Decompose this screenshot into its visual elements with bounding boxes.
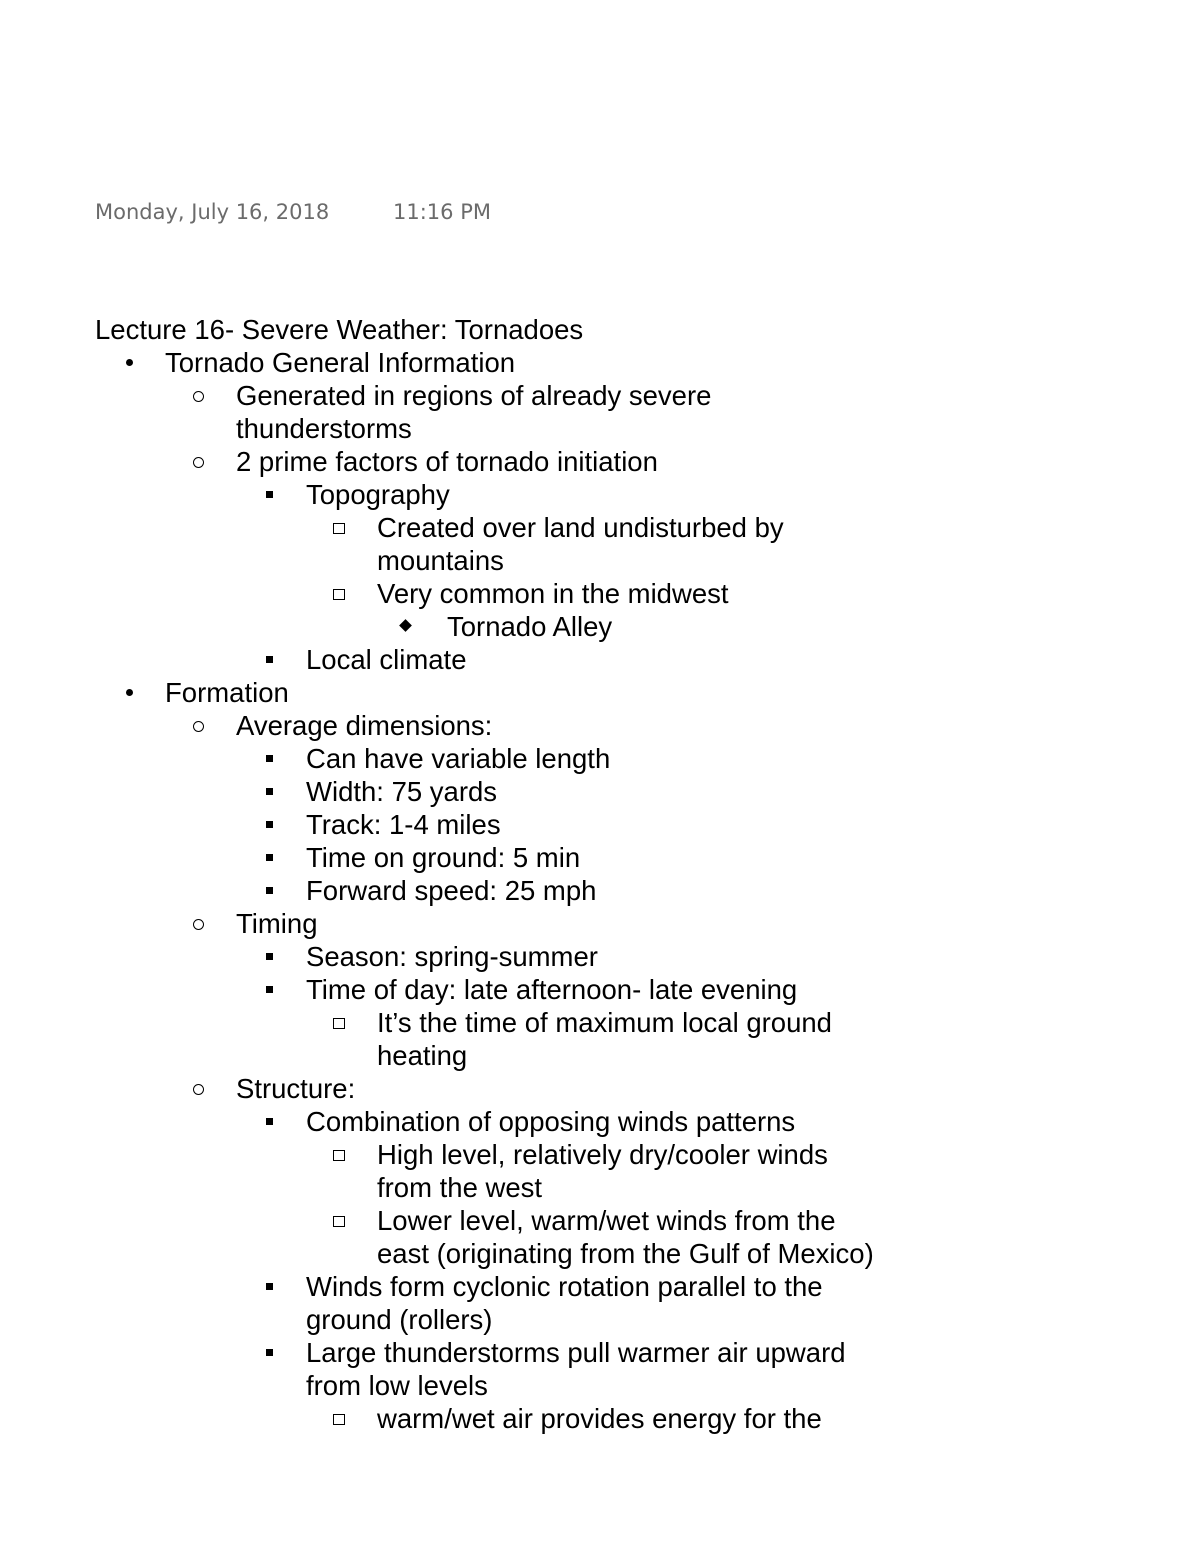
outline-item-text: warm/wet air provides energy for the [377, 1403, 822, 1434]
outline-item [0, 1138, 1200, 1204]
outline-item [0, 478, 1200, 511]
outline-item-text: mountains [377, 545, 504, 576]
outline-item-text: Formation [165, 677, 289, 708]
outline-item-text: Time on ground: 5 min [306, 842, 581, 873]
outline-item-text: Time of day: late afternoon- late evening [306, 974, 798, 1005]
outline-item [0, 445, 1200, 478]
note-date: Monday, July 16, 2018 [95, 200, 330, 224]
outline-item [0, 1105, 1200, 1138]
outline-item-text: Local climate [306, 644, 467, 675]
outline-item [0, 1006, 1200, 1072]
outline-item [0, 874, 1200, 907]
outline-item-text: from low levels [306, 1370, 488, 1401]
outline-item-text: It’s the time of maximum local ground [377, 1007, 832, 1038]
outline-item-text: thunderstorms [236, 413, 412, 444]
outline-item-text: Can have variable length [306, 743, 611, 774]
outline-item-text: ground (rollers) [306, 1304, 493, 1335]
outline-item-text: Forward speed: 25 mph [306, 875, 597, 906]
outline-item-text: east (originating from the Gulf of Mexico) [377, 1238, 874, 1269]
outline-item-text: Tornado Alley [447, 611, 613, 642]
outline-item-text: Large thunderstorms pull warmer air upward [306, 1337, 846, 1368]
note-timestamp [95, 200, 491, 224]
outline-item-text: Tornado General Information [165, 347, 516, 378]
outline-item-text: Track: 1-4 miles [306, 809, 501, 840]
outline-item-text: Width: 75 yards [306, 776, 498, 807]
outline-item-text: Lower level, warm/wet winds from the [377, 1205, 836, 1236]
outline-item [0, 808, 1200, 841]
outline-item [0, 775, 1200, 808]
outline-item-text: Created over land undisturbed by [377, 512, 784, 543]
outline-item-text: 2 prime factors of tornado initiation [236, 446, 658, 477]
outline-item [0, 1204, 1200, 1270]
outline-item [0, 709, 1200, 742]
outline-item-text: Structure: [236, 1073, 356, 1104]
outline-item-text: Topography [306, 479, 450, 510]
outline-item-text: heating [377, 1040, 468, 1071]
outline-item [0, 1402, 1200, 1435]
note-time: 11:16 PM [393, 200, 491, 224]
outline-item-text: High level, relatively dry/cooler winds [377, 1139, 828, 1170]
outline-item [0, 610, 1200, 643]
page-title: Lecture 16- Severe Weather: Tornadoes [95, 314, 584, 345]
outline-item [0, 643, 1200, 676]
outline-item [0, 1336, 1200, 1402]
outline-item-text: Combination of opposing winds patterns [306, 1106, 796, 1137]
outline-item [0, 742, 1200, 775]
outline-item [0, 841, 1200, 874]
outline-item-text: Season: spring-summer [306, 941, 598, 972]
outline-item [0, 1072, 1200, 1105]
outline-item [0, 346, 1200, 379]
outline-item [0, 940, 1200, 973]
outline-item-text: Winds form cyclonic rotation parallel to the [306, 1271, 823, 1302]
outline-item-text: Generated in regions of already severe [236, 380, 712, 411]
outline-item-text: Very common in the midwest [377, 578, 729, 609]
outline-item [0, 1270, 1200, 1336]
outline-item [0, 973, 1200, 1006]
outline-item [0, 577, 1200, 610]
outline-item-text: Average dimensions: [236, 710, 493, 741]
outline-item [0, 379, 1200, 445]
outline-item [0, 676, 1200, 709]
outline-item-text: Timing [236, 908, 318, 939]
outline-item-text: from the west [377, 1172, 543, 1203]
outline-item [0, 511, 1200, 577]
outline-item [0, 907, 1200, 940]
outline-list [0, 346, 1200, 1435]
